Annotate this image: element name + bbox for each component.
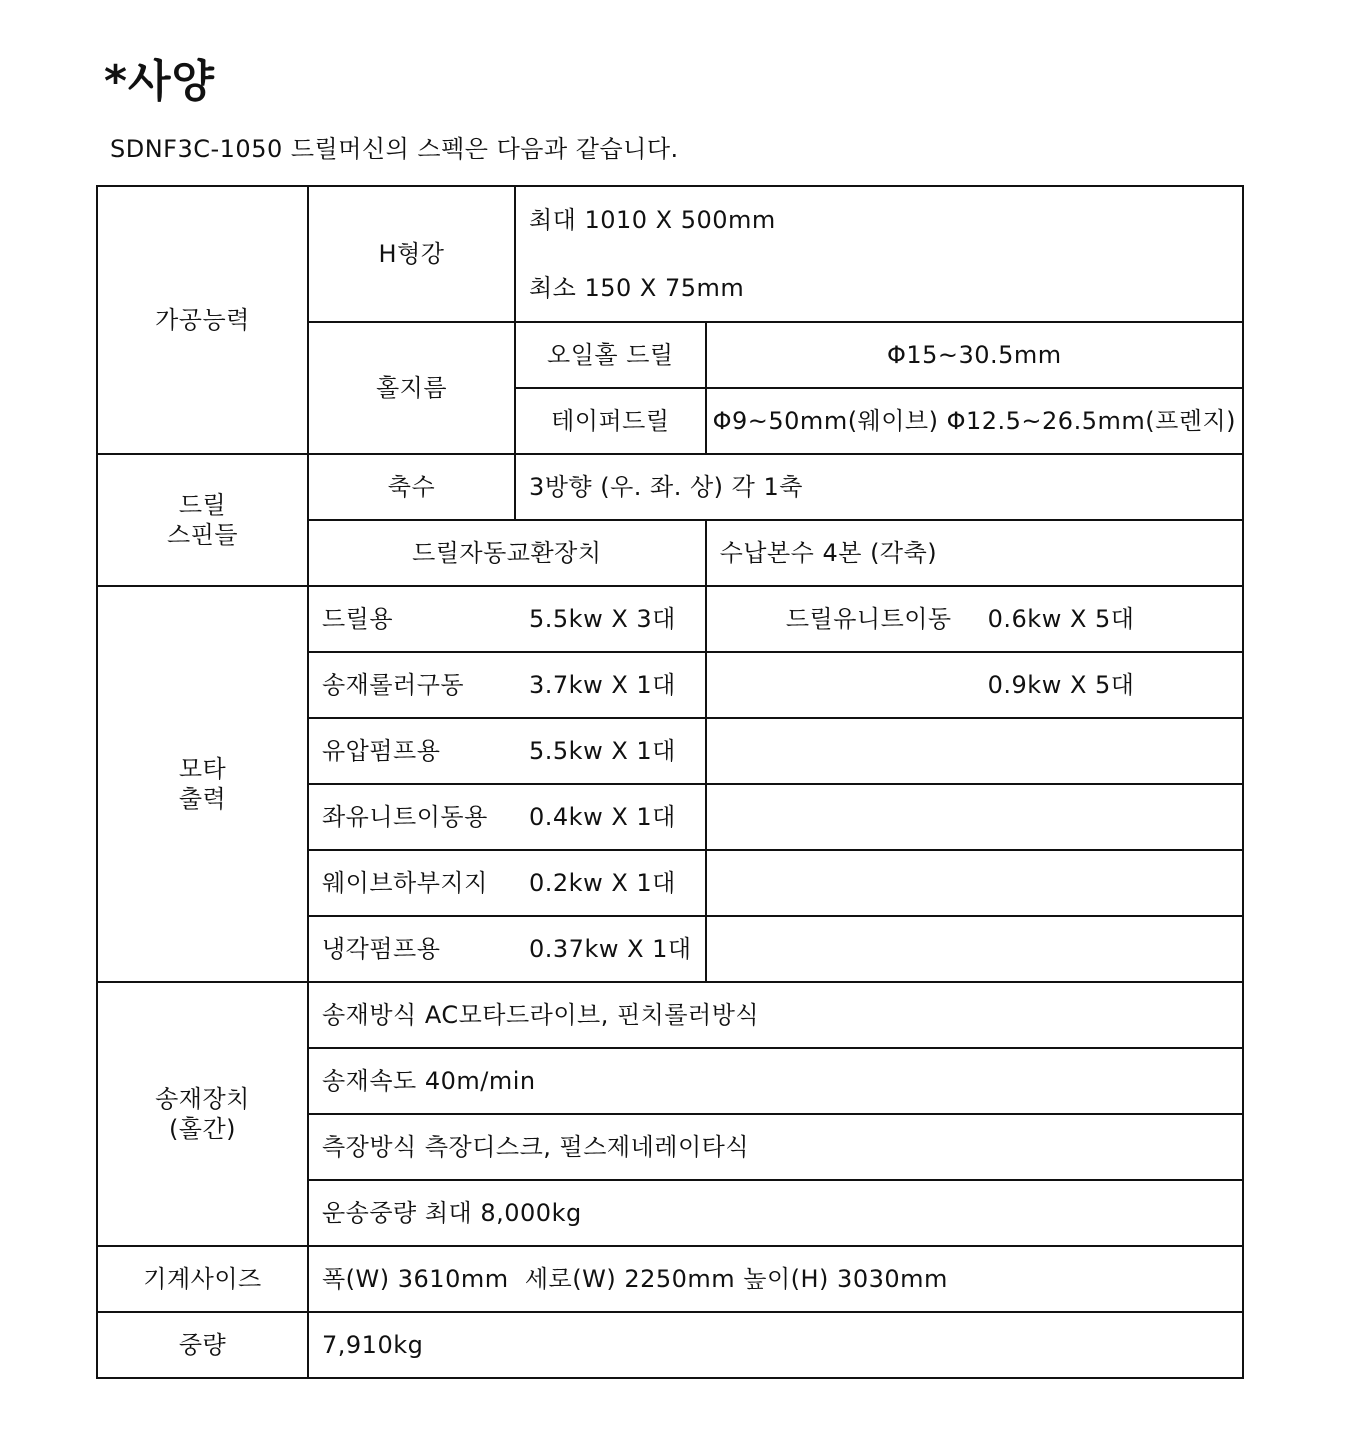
intro-text: SDNF3C-1050 드릴머신의 스펙은 다음과 같습니다. [110,135,679,163]
table-row [97,1312,1243,1378]
spindle-label-line1: 드릴 [178,491,227,519]
feeder-label-line2: (홀간) [168,1115,237,1143]
weight-value: 7,910kg [308,1312,1243,1378]
motor-right-value: 0.9kw X 5대 [987,671,1135,699]
motor-label-line2: 출력 [178,785,227,813]
axes-label: 축수 [308,454,515,520]
hbeam-max: 최대 1010 X 500mm [528,206,776,234]
table-row [97,454,1243,520]
table-row [97,586,1243,652]
motor-value: 5.5kw X 1대 [529,737,676,765]
hole-label: 홀지름 [308,322,515,454]
table-row [97,1246,1243,1312]
changer-label: 드릴자동교환장치 [308,520,706,586]
changer-value: 수납본수 4본 (각축) [706,520,1243,586]
motor-value: 0.4kw X 1대 [529,803,676,831]
spindle-category [97,454,308,586]
motor-spec-right [706,652,1243,718]
size-category: 기계사이즈 [97,1246,308,1312]
motor-spec-right [706,850,1243,916]
motor-spec-right [706,718,1243,784]
hbeam-range [515,186,1243,322]
hbeam-min: 최소 150 X 75mm [528,274,745,302]
oilhole-label: 오일홀 드릴 [515,322,706,388]
motor-value: 0.37kw X 1대 [529,935,692,963]
feeder-spec: 송재방식 AC모타드라이브, 핀치롤러방식 [308,982,1243,1048]
motor-spec [308,916,706,982]
motor-label-line1: 모타 [178,755,227,783]
motor-spec [308,652,706,718]
motor-name: 송재롤러구동 [322,671,465,699]
motor-spec-right [706,784,1243,850]
motor-spec [308,586,706,652]
spindle-label-line2: 스핀들 [166,521,239,549]
motor-name: 유압펌프용 [322,737,441,765]
motor-spec-right [706,916,1243,982]
feeder-spec: 송재속도 40m/min [308,1048,1243,1114]
feeder-category [97,982,308,1246]
axes-value: 3방향 (우. 좌. 상) 각 1축 [515,454,1243,520]
motor-right-value: 0.6kw X 5대 [987,605,1135,633]
feeder-spec: 운송중량 최대 8,000kg [308,1180,1243,1246]
motor-name: 드릴용 [322,605,394,633]
motor-spec [308,850,706,916]
feeder-spec: 측장방식 측장디스크, 펄스제네레이타식 [308,1114,1243,1180]
motor-value: 0.2kw X 1대 [529,869,676,897]
table-row [97,186,1243,322]
processing-category: 가공능력 [97,186,308,454]
motor-name: 웨이브하부지지 [322,869,488,897]
motor-right-name [720,670,988,700]
feeder-label-line1: 송재장치 [155,1085,250,1113]
hbeam-label: H형강 [308,186,515,322]
size-value: 폭(W) 3610mm 세로(W) 2250mm 높이(H) 3030mm [308,1246,1243,1312]
spec-table [96,185,1244,1379]
motor-spec [308,718,706,784]
taper-label: 테이퍼드릴 [515,388,706,454]
motor-name: 냉각펌프용 [322,935,441,963]
oilhole-value: Φ15~30.5mm [706,322,1243,388]
motor-value: 5.5kw X 3대 [529,605,676,633]
weight-category: 중량 [97,1312,308,1378]
motor-name: 좌유니트이동용 [322,803,488,831]
motor-value: 3.7kw X 1대 [529,671,676,699]
page-title: *사양 [104,56,216,107]
motor-spec-right [706,586,1243,652]
motor-category [97,586,308,982]
taper-value: Φ9~50mm(웨이브) Φ12.5~26.5mm(프렌지) [706,388,1243,454]
motor-right-name: 드릴유니트이동 [785,605,952,633]
table-row [97,982,1243,1048]
motor-spec [308,784,706,850]
